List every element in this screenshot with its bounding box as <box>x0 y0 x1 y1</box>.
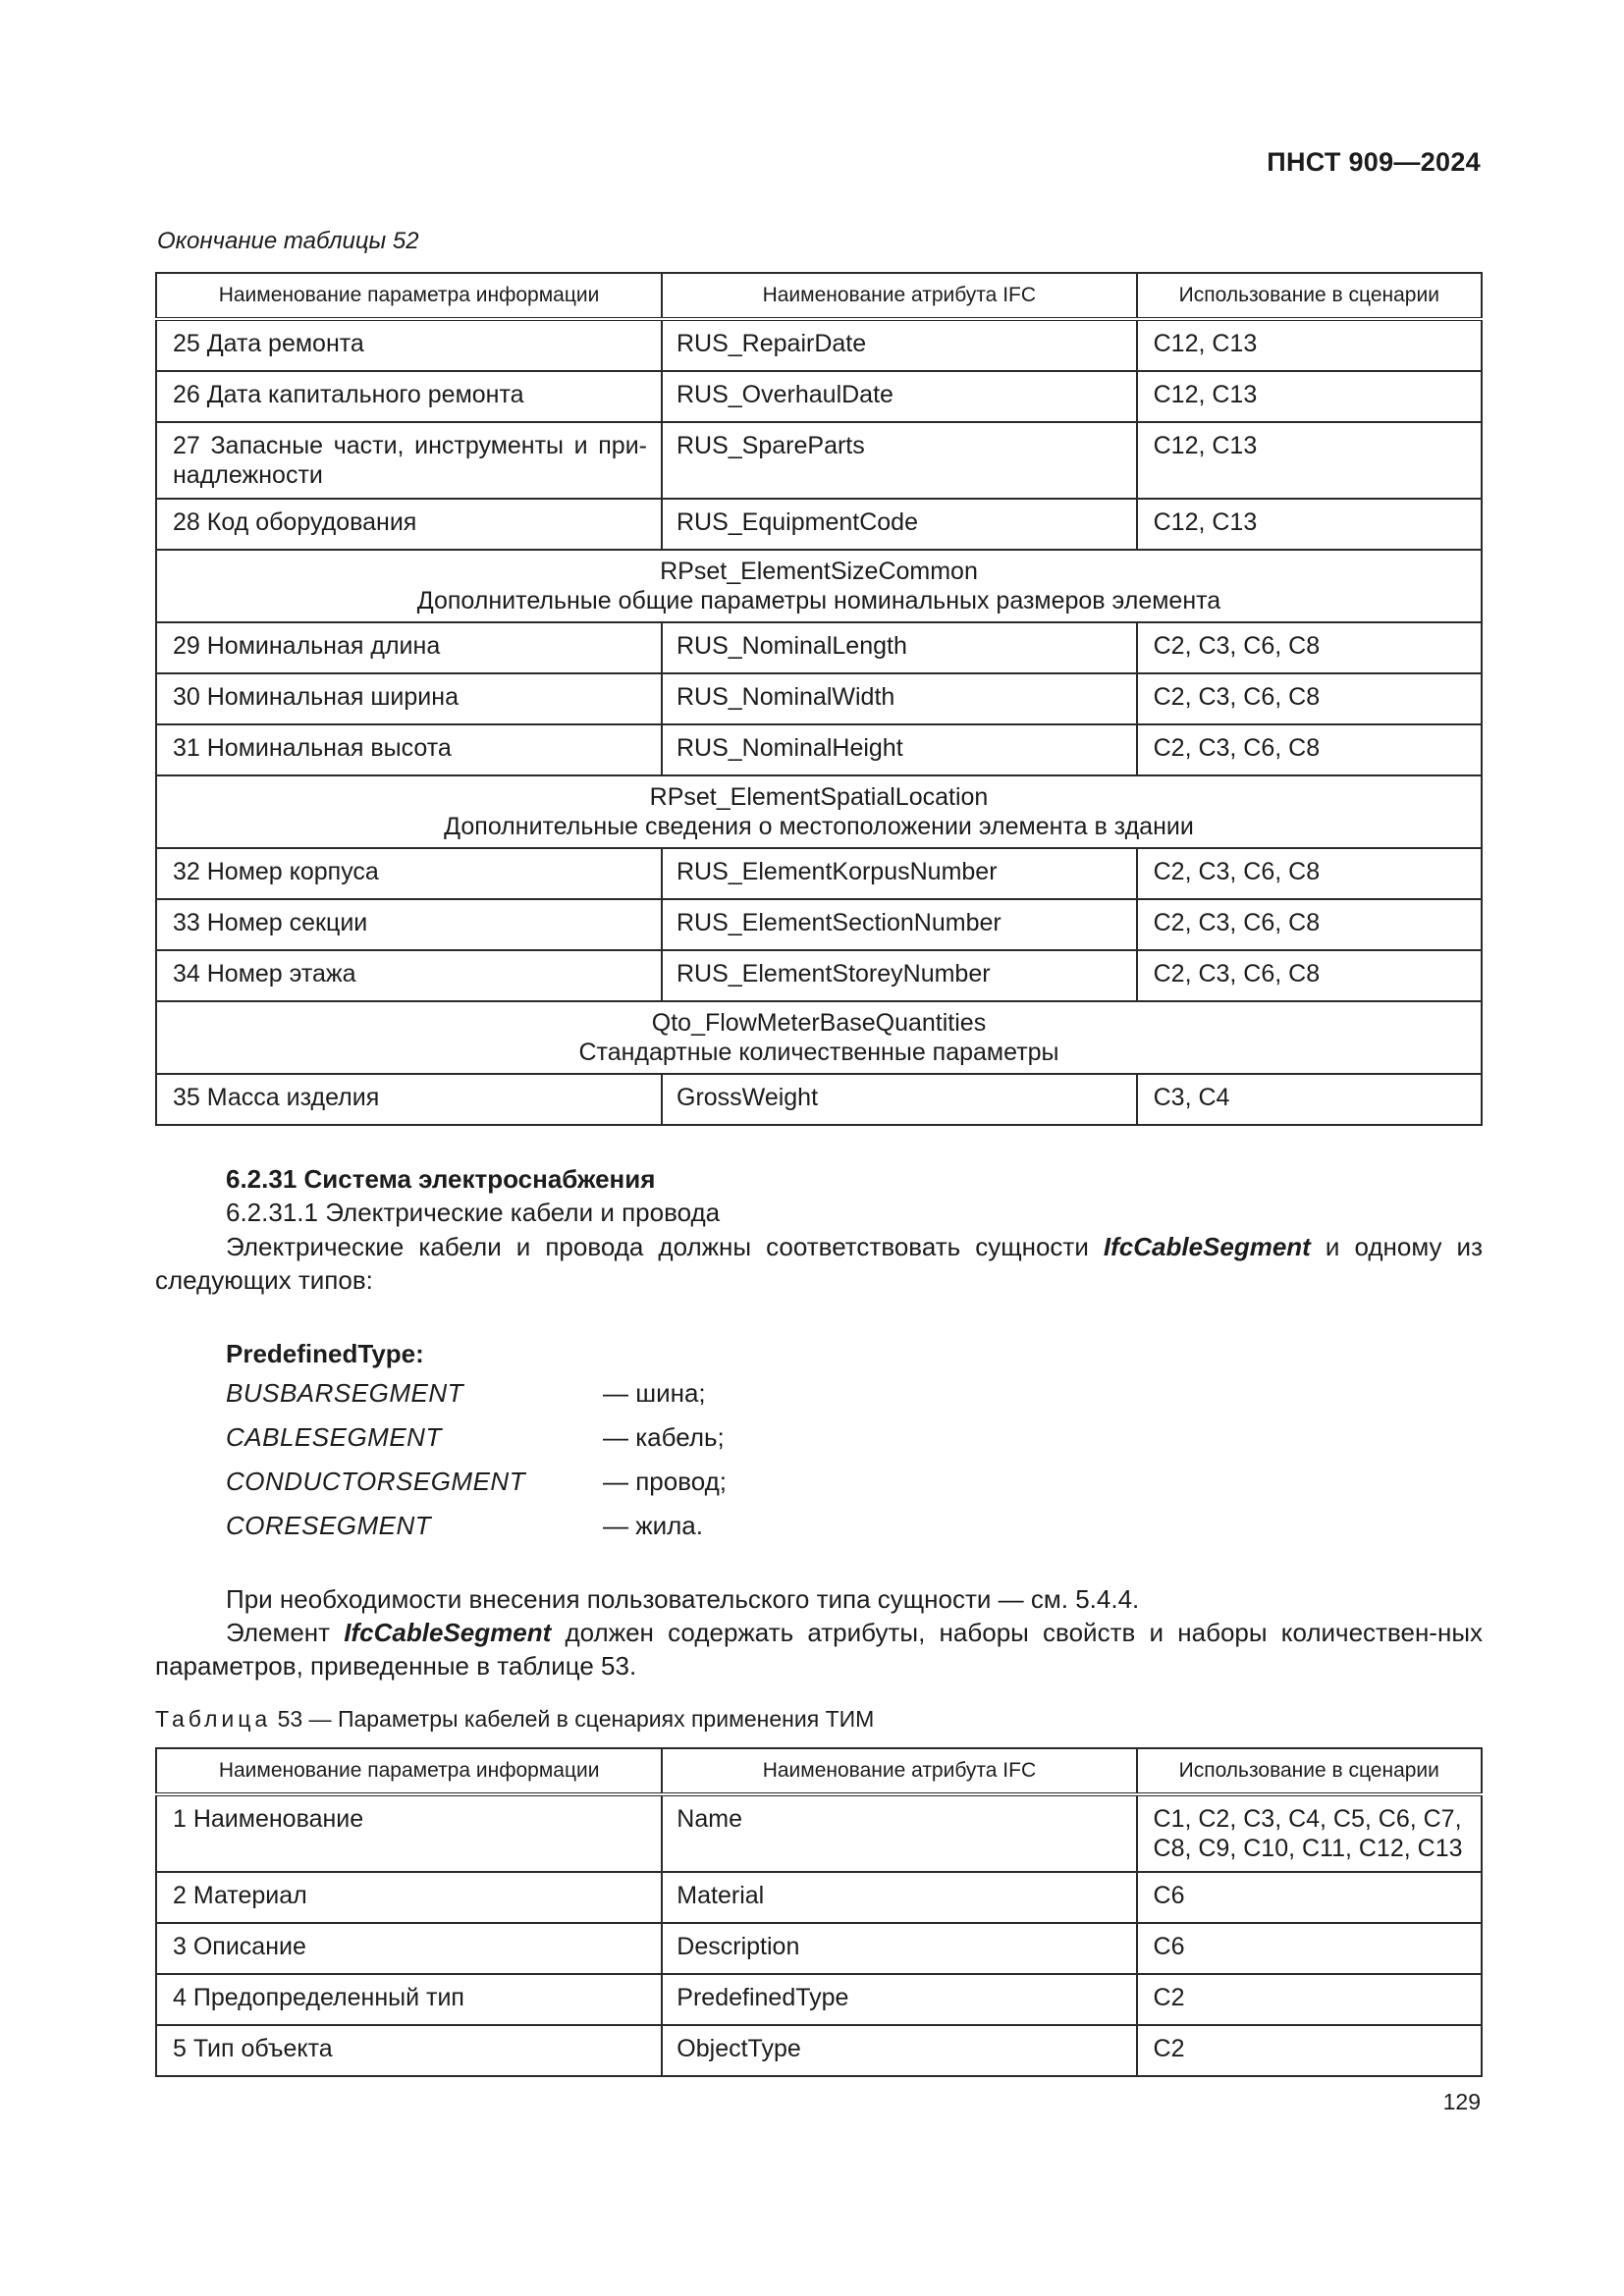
table-group-row <box>156 1001 1482 1074</box>
scenario-usage-cell: C12, C13 <box>1137 319 1482 371</box>
predefined-type-name: BUSBARSEGMENT <box>226 1378 463 1408</box>
scenario-usage-cell: C2, C3, C6, C8 <box>1137 899 1482 950</box>
table-header-row <box>156 1748 1482 1794</box>
param-name-cell: 33 Номер секции <box>156 899 662 950</box>
pset-description: Дополнительные общие параметры номинальных размеров элемента <box>416 587 1221 614</box>
group-cell <box>156 550 1482 622</box>
table-row <box>156 724 1482 775</box>
table-row <box>156 371 1482 422</box>
table-row <box>156 319 1482 371</box>
document-code: ПНСТ 909—2024 <box>1267 147 1481 177</box>
predefined-type-name: CORESEGMENT <box>226 1511 432 1540</box>
ifc-attribute-cell: GrossWeight <box>662 1074 1137 1125</box>
table-row <box>156 1794 1482 1872</box>
group-cell <box>156 1001 1482 1074</box>
group-cell <box>156 775 1482 848</box>
table-row <box>156 2025 1482 2076</box>
parameters-table-53 <box>155 1747 1483 2077</box>
param-name-cell: 29 Номинальная длина <box>156 622 662 673</box>
predefined-type-description: — провод; <box>603 1467 728 1496</box>
table-group-row <box>156 775 1482 848</box>
paragraph-entity-intro <box>155 1230 1483 1297</box>
ifc-attribute-cell: RUS_NominalWidth <box>662 673 1137 724</box>
param-name-cell: 5 Тип объекта <box>156 2025 662 2076</box>
scenario-usage-cell: C2, C3, C6, C8 <box>1137 848 1482 899</box>
table-row <box>156 499 1482 550</box>
predefined-type-description: — кабель; <box>603 1422 725 1452</box>
para-text: Электрические кабели и провода должны соответствовать сущности <box>226 1232 1104 1261</box>
table-row <box>156 673 1482 724</box>
paragraph-custom-type: При необходимости внесения пользовательского типа сущности — см. 5.4.4. <box>226 1584 1140 1614</box>
parameters-table-52 <box>155 272 1483 1126</box>
para-text: и одному из следующих типов: <box>155 1232 1483 1295</box>
caption-label: Таблица <box>155 1706 272 1732</box>
pset-name: RPset_ElementSizeCommon <box>660 558 978 585</box>
entity-name: IfcCableSegment <box>344 1618 552 1647</box>
ifc-attribute-cell: Description <box>662 1923 1136 1974</box>
header-scenario-usage: Использование в сценарии <box>1137 1748 1482 1794</box>
subsection-heading: 6.2.31.1 Электрические кабели и провода <box>226 1198 721 1227</box>
table-row <box>156 848 1482 899</box>
scenario-usage-cell: C12, C13 <box>1137 499 1482 550</box>
param-name-cell: 27 Запасные части, инструменты и при-надлежности <box>156 422 662 499</box>
table-row <box>156 1923 1482 1974</box>
pset-name: RPset_ElementSpatialLocation <box>649 783 989 811</box>
table-continuation-caption: Окончание таблицы 52 <box>157 228 419 254</box>
header-scenario-usage: Использование в сценарии <box>1137 273 1482 319</box>
param-name-cell: 26 Дата капитального ремонта <box>156 371 662 422</box>
predefined-type-label: PredefinedType: <box>226 1339 424 1368</box>
table-row <box>156 622 1482 673</box>
header-param-name: Наименование параметра информации <box>156 273 662 319</box>
param-name-cell: 1 Наименование <box>156 1794 662 1872</box>
ifc-attribute-cell: ObjectType <box>662 2025 1136 2076</box>
param-name-cell: 35 Масса изделия <box>156 1074 662 1125</box>
pset-description: Дополнительные сведения о местоположении элемента в здании <box>444 813 1194 840</box>
table-row <box>156 1074 1482 1125</box>
predefined-type-description: — шина; <box>603 1378 706 1408</box>
para-text: должен содержать атрибуты, наборы свойств и наборы количествен-ных параметров, приведенные в таблице 53. <box>155 1618 1484 1681</box>
scenario-usage-cell: C2 <box>1137 2025 1482 2076</box>
para-text: Элемент <box>226 1618 345 1647</box>
scenario-usage-cell: C3, C4 <box>1137 1074 1482 1125</box>
ifc-attribute-cell: RUS_NominalLength <box>662 622 1137 673</box>
header-ifc-attribute: Наименование атрибута IFC <box>662 273 1137 319</box>
scenario-usage-cell: C6 <box>1137 1923 1482 1974</box>
header-ifc-attribute: Наименование атрибута IFC <box>662 1748 1136 1794</box>
scenario-usage-cell: C1, C2, C3, C4, C5, C6, C7, C8, C9, C10, C11, C12, C13 <box>1137 1794 1482 1872</box>
param-name-cell: 32 Номер корпуса <box>156 848 662 899</box>
paragraph-table-ref <box>155 1616 1483 1682</box>
ifc-attribute-cell: RUS_OverhaulDate <box>662 371 1137 422</box>
table-row <box>156 899 1482 950</box>
param-name-cell: 2 Материал <box>156 1872 662 1923</box>
param-name-cell: 28 Код оборудования <box>156 499 662 550</box>
param-name-cell: 34 Номер этажа <box>156 950 662 1001</box>
table-header-row <box>156 273 1482 319</box>
param-name-cell: 25 Дата ремонта <box>156 319 662 371</box>
param-name-cell: 31 Номинальная высота <box>156 724 662 775</box>
scenario-usage-cell: C12, C13 <box>1137 371 1482 422</box>
pset-name: Qto_FlowMeterBaseQuantities <box>651 1009 987 1037</box>
ifc-attribute-cell: RUS_SpareParts <box>662 422 1137 499</box>
scenario-usage-cell: C2 <box>1137 1974 1482 2025</box>
table-row <box>156 422 1482 499</box>
predefined-type-name: CONDUCTORSEGMENT <box>226 1467 526 1496</box>
header-param-name: Наименование параметра информации <box>156 1748 662 1794</box>
param-name-cell: 4 Предопределенный тип <box>156 1974 662 2025</box>
scenario-usage-cell: C2, C3, C6, C8 <box>1137 673 1482 724</box>
predefined-type-name: CABLESEGMENT <box>226 1422 442 1452</box>
table-53-caption <box>155 1706 874 1733</box>
scenario-usage-cell: C2, C3, C6, C8 <box>1137 724 1482 775</box>
ifc-attribute-cell: RUS_ElementSectionNumber <box>662 899 1137 950</box>
ifc-attribute-cell: RUS_NominalHeight <box>662 724 1137 775</box>
ifc-attribute-cell: Material <box>662 1872 1136 1923</box>
ifc-attribute-cell: RUS_EquipmentCode <box>662 499 1137 550</box>
ifc-attribute-cell: RUS_RepairDate <box>662 319 1137 371</box>
table-row <box>156 1974 1482 2025</box>
param-name-cell: 3 Описание <box>156 1923 662 1974</box>
caption-title: 53 — Параметры кабелей в сценариях применения ТИМ <box>271 1706 875 1732</box>
scenario-usage-cell: C2, C3, C6, C8 <box>1137 950 1482 1001</box>
scenario-usage-cell: C6 <box>1137 1872 1482 1923</box>
ifc-attribute-cell: RUS_ElementStoreyNumber <box>662 950 1137 1001</box>
table-group-row <box>156 550 1482 622</box>
ifc-attribute-cell: RUS_ElementKorpusNumber <box>662 848 1137 899</box>
predefined-type-description: — жила. <box>603 1511 703 1540</box>
table-row <box>156 950 1482 1001</box>
table-row <box>156 1872 1482 1923</box>
page-number: 129 <box>1442 2089 1481 2114</box>
pset-description: Стандартные количественные параметры <box>578 1039 1059 1066</box>
scenario-usage-cell: C2, C3, C6, C8 <box>1137 622 1482 673</box>
param-name-cell: 30 Номинальная ширина <box>156 673 662 724</box>
entity-name: IfcCableSegment <box>1103 1232 1311 1261</box>
ifc-attribute-cell: Name <box>662 1794 1136 1872</box>
section-heading: 6.2.31 Система электроснабжения <box>226 1164 656 1194</box>
scenario-usage-cell: C12, C13 <box>1137 422 1482 499</box>
ifc-attribute-cell: PredefinedType <box>662 1974 1136 2025</box>
